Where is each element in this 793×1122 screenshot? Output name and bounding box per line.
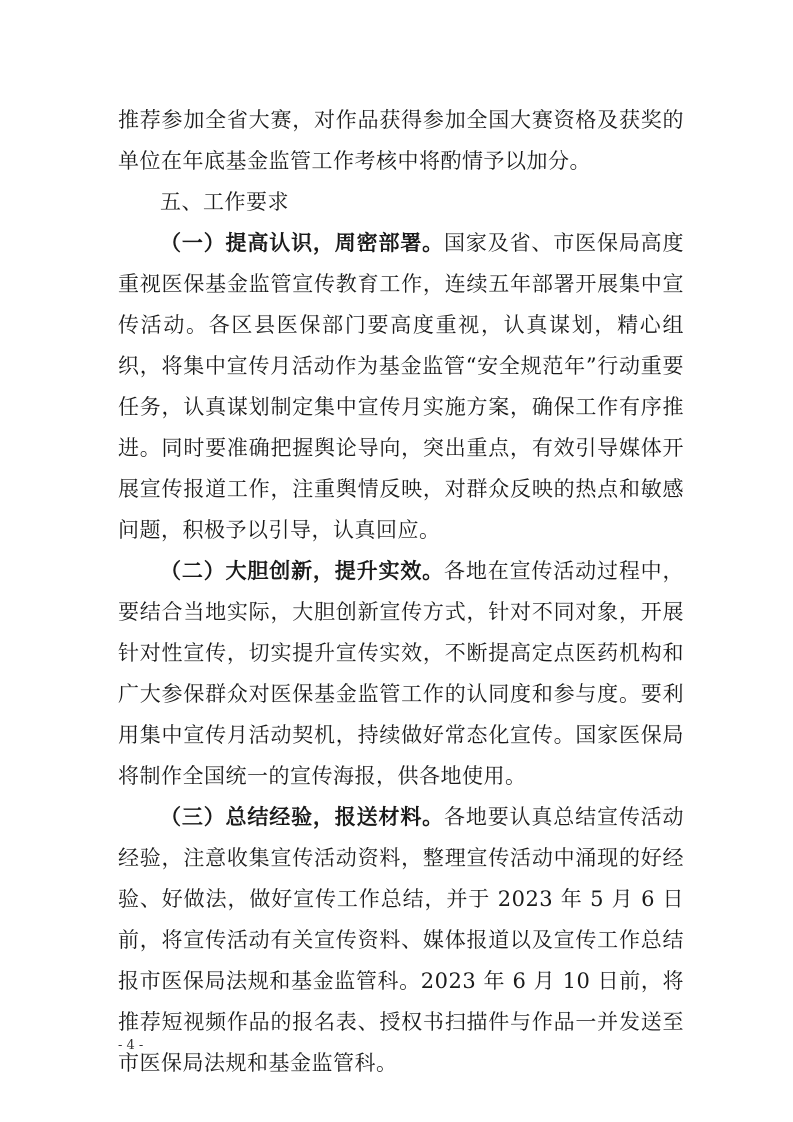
requirement-body-3: 各地要认真总结宣传活动经验，注意收集宣传活动资料，整理宣传活动中涌现的好经验、好做法，做好宣传工作总结，并于 2023 年 5 月 6 日前，将宣传活动有关宣传资料、媒体报道以及宣传工作总结报市医保局法规和基金监管科。2023 年 6 月 10 日前，将推荐短视频作品的报名表、授权书扫描件与作品一并发送至市医保局法规和基金监管科。 (118, 805, 685, 1075)
document-body (118, 100, 684, 1084)
page-number: - 4 - (118, 1038, 144, 1053)
continuation-paragraph: 推荐参加全省大赛，对作品获得参加全国大赛资格及获奖的单位在年底基金监管工作考核中将酌情予以加分。 (118, 108, 684, 173)
requirement-body-1: 国家及省、市医保局高度重视医保基金监管宣传教育工作，连续五年部署开展集中宣传活动。各区县医保部门要高度重视，认真谋划，精心组织，将集中宣传月活动作为基金监管“安全规范年”行动重要任务，认真谋划制定集中宣传月实施方案，确保工作有序推进。同时要准确把握舆论导向，突出重点，有效引导媒体开展宣传报道工作，注重舆情反映，对群众反映的热点和敏感问题，积极予以引导，认真回应。 (118, 231, 685, 542)
requirement-body-2: 各地在宣传活动过程中，要结合当地实际，大胆创新宣传方式，针对不同对象，开展针对性宣传，切实提升宣传实效，不断提高定点医药机构和广大参保群众对医保基金监管工作的认同度和参与度。要利用集中宣传月活动契机，持续做好常态化宣传。国家医保局将制作全国统一的宣传海报，供各地使用。 (118, 559, 685, 788)
requirement-item-3 (118, 797, 684, 1084)
requirement-title-3: （三）总结经验，报送材料。 (160, 805, 445, 829)
requirement-title-1: （一）提高认识，周密部署。 (160, 231, 445, 255)
section-heading: 五、工作要求 (160, 190, 289, 214)
requirement-item-2 (118, 551, 684, 797)
requirement-item-1 (118, 223, 684, 551)
requirement-title-2: （二）大胆创新，提升实效。 (160, 559, 445, 583)
